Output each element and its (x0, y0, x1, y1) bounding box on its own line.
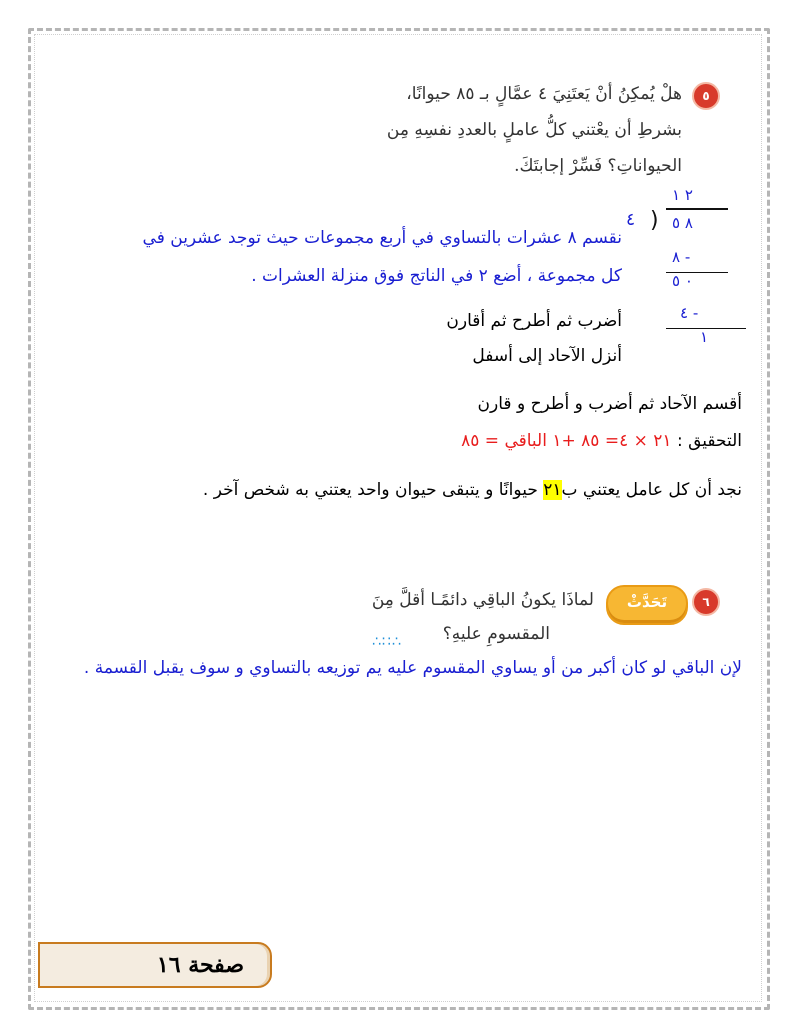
division-quotient: ٢ ١ (672, 186, 693, 204)
division-remainder: ١ (700, 328, 709, 346)
question-5-line-2: بشرطِ أن يعْتني كلُّ عاملٍ بالعددِ نفسِهِ مِن (386, 120, 682, 140)
answer-5-line-3: أضرب ثم أطرح ثم أقارن (446, 311, 622, 331)
question-6-number: ٦ (692, 588, 720, 616)
question-6-line-1: لماذَا يكونُ الباقِي دائمًـا أقلَّ مِنَ (371, 590, 594, 610)
long-division (626, 186, 760, 356)
answer-5-line-4: أنزل الآحاد إلى أسفل (472, 346, 622, 366)
answer-6-text: لإن الباقي لو كان أكبر من أو يساوي المقسوم عليه يم توزيعه بالتساوي و سوف يقبل القسمة . (83, 658, 742, 678)
division-divisor: ٤ (626, 210, 636, 230)
division-step1-remainder: ٠ ٥ (672, 272, 693, 290)
page-number-tab (38, 942, 272, 988)
verification-expression: ٢١ × ٤= ٨٥ +١ الباقي = ٨٥ (461, 431, 672, 451)
division-step1-subtract: ٨ - (672, 248, 691, 266)
division-dividend: ٨ ٥ (672, 214, 693, 232)
talk-badge (606, 585, 688, 625)
question-5-line-1: هلْ يُمكِنُ أنْ يَعتَنِيَ ٤ عمَّالٍ بـ ٨٥ حيوانًا، (406, 84, 682, 104)
division-step2-subtract: ٤ - (680, 304, 699, 322)
answer-5-conclusion (203, 480, 742, 500)
conclusion-highlight: ٢١ (543, 480, 562, 500)
verification-label: التحقيق : (676, 431, 742, 451)
answer-5-line-5: أقسم الآحاد ثم أضرب و أطرح و قارن (477, 394, 742, 414)
verification (461, 431, 742, 451)
answer-5-line-2: كل مجموعة ، أضع ٢ في الناتج فوق منزلة العشرات . (251, 266, 622, 286)
question-6-line-2: المقسومِ عليهِ؟ (442, 624, 550, 644)
conclusion-start: نجد أن كل عامل يعتني ب (561, 480, 742, 500)
question-5-number: ٥ (692, 82, 720, 110)
page-number-label: صفحة ١٦ (156, 952, 244, 978)
answer-5-line-1: نقسم ٨ عشرات بالتساوي في أربع مجموعات حيث توجد عشرين في (142, 228, 622, 248)
conclusion-end: حيوانًا و يتبقى حيوان واحد يعتني به شخص آخر . (202, 480, 544, 500)
division-bar (666, 208, 728, 210)
question-5-line-3: الحيواناتِ؟ فَسِّرْ إجابتَكَ. (514, 156, 682, 176)
dots-decoration: ∴∷∴ (372, 634, 402, 650)
question-5 (120, 76, 720, 184)
question-5-text (120, 76, 682, 184)
talk-badge-label: تَحَدَّثْ (626, 593, 668, 611)
division-bracket: ) (650, 208, 659, 233)
